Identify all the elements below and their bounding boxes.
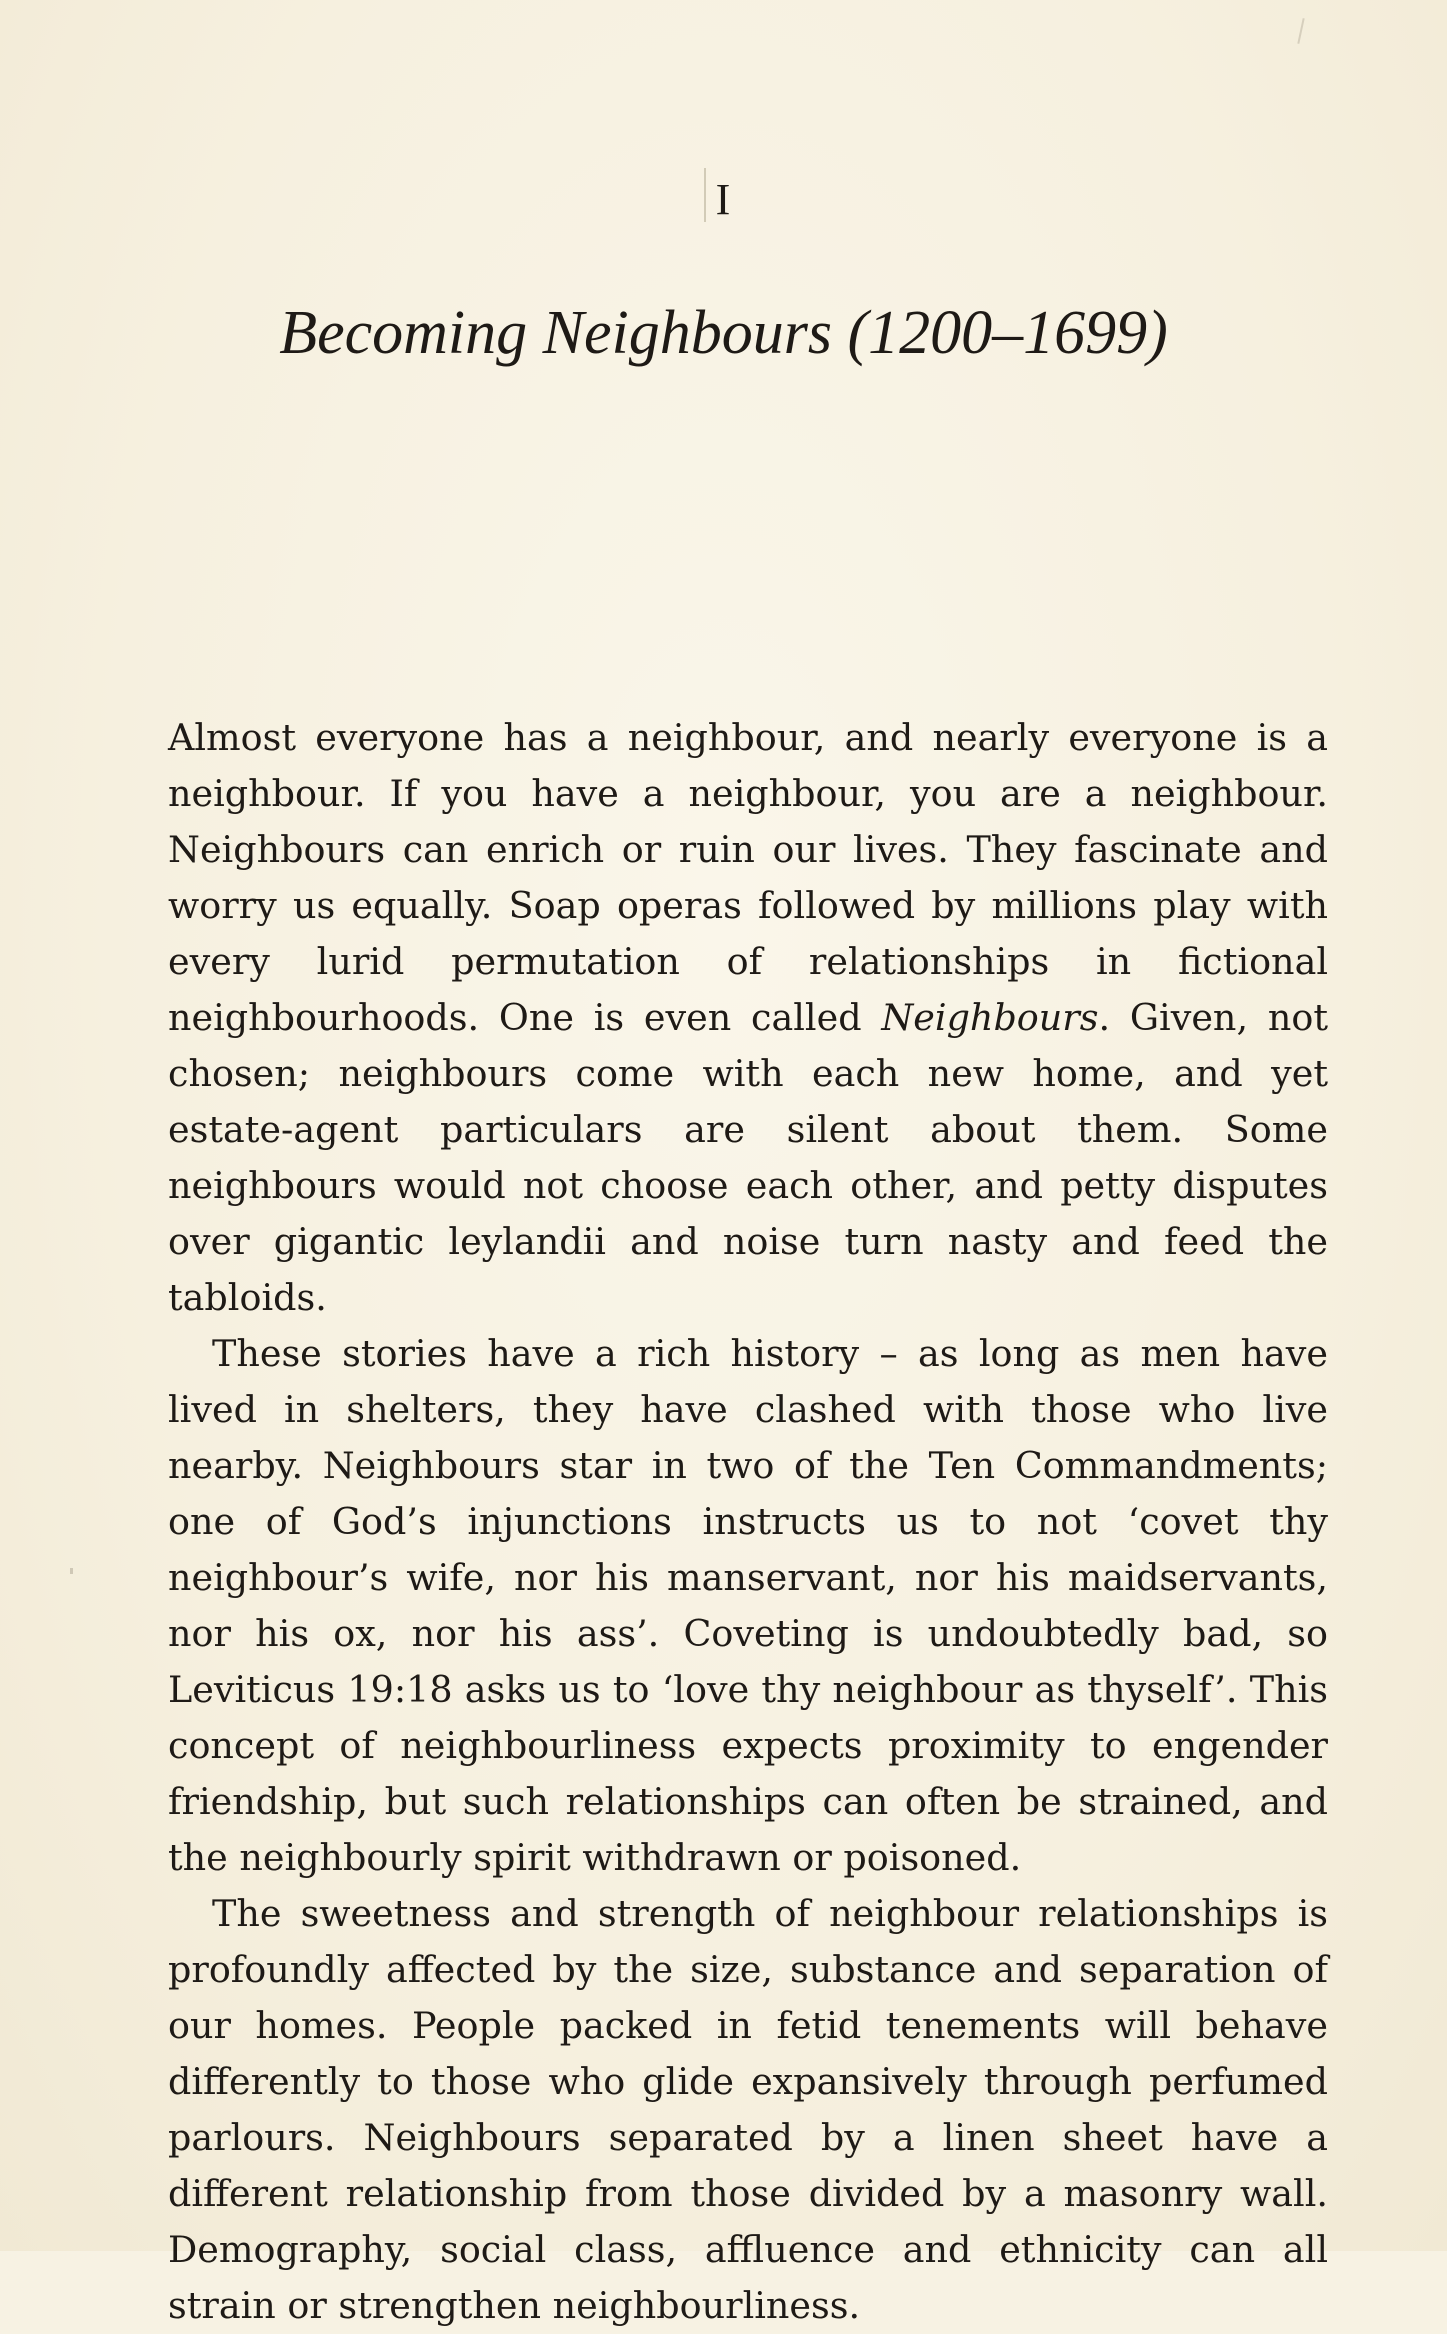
paragraph-1: [168, 710, 1328, 1326]
scan-speck: [70, 1568, 73, 1574]
italic-title-neighbours: Neighbours: [881, 996, 1099, 1039]
chapter-number: I: [715, 175, 732, 224]
chapter-body: [168, 710, 1328, 2334]
paragraph-3: The sweetness and strength of neighbour relationships is profoundly affected by the size, substance and separation of our homes. People packed in fetid tenements will behave differently to those who glide expansively through perfumed parlours. Neighbours separated by a linen sheet have a different relationship from those divided by a masonry wall. Demography, social class, affluence and ethnicity can all strain or strengthen neighbourliness.: [168, 1892, 1328, 2327]
paragraph-1-text-before: Almost everyone has a neighbour, and nearly everyone is a neighbour. If you have a neighbour, you are a neighbour. Neighbours can enrich or ruin our lives. They fascinate and worry us equally. Soap operas followed by millions play with every lurid permutation of relationships in fictional neighbourhoods. One is even called: [168, 716, 1328, 1039]
scan-speck: [1297, 18, 1304, 44]
chapter-title: Becoming Neighbours (1200–1699): [279, 299, 1168, 367]
paragraph-2: These stories have a rich history – as long as men have lived in shelters, they have clashed with those who live nearby. Neighbours star in two of the Ten Commandments; one of God’s injunctions instructs us to not ‘covet thy neighbour’s wife, nor his manservant, nor his maidservants, nor his ox, nor his ass’. Coveting is undoubtedly bad, so Leviticus 19:18 asks us to ‘love thy neighbour as thyself’. This concept of neighbourliness expects proximity to engender friendship, but such relationships can often be strained, and the neighbourly spirit withdrawn or poisoned.: [168, 1332, 1328, 1879]
paragraph-1-text-after: . Given, not chosen; neighbours come with each new home, and yet estate-agent particulars are silent about them. Some neighbours would not choose each other, and petty disputes over gigantic leylandii and noise turn nasty and feed the tabloids.: [168, 996, 1328, 1319]
